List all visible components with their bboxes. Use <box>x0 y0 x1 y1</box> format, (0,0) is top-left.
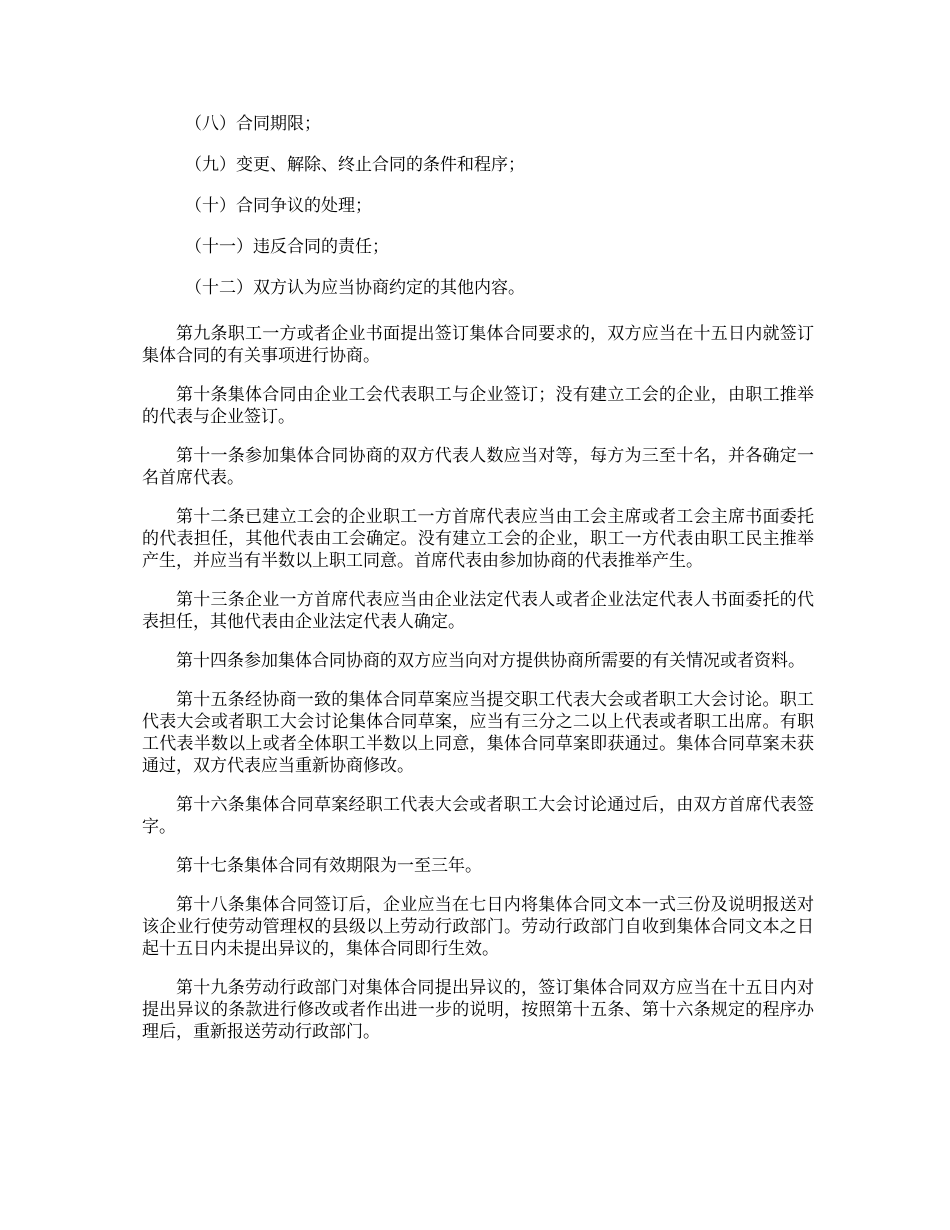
article-paragraph: 第十条集体合同由企业工会代表职工与企业签订；没有建立工会的企业，由职工推举的代表与企业签订。 <box>142 385 814 427</box>
article-paragraph: 第十一条参加集体合同协商的双方代表人数应当对等，每方为三至十名，并各确定一名首席代表。 <box>142 446 814 488</box>
list-item: （九）变更、解除、终止合同的条件和程序； <box>185 155 525 175</box>
article-paragraph: 第十三条企业一方首席代表应当由企业法定代表人或者企业法定代表人书面委托的代表担任，其他代表由企业法定代表人确定。 <box>142 590 814 632</box>
list-item: （十一）违反合同的责任； <box>185 237 389 257</box>
article-paragraph: 第十八条集体合同签订后，企业应当在七日内将集体合同文本一式三份及说明报送对该企业行使劳动管理权的县级以上劳动行政部门。劳动行政部门自收到集体合同文本之日起十五日内未提出异议的，集体合同即行生效。 <box>142 895 814 959</box>
article-paragraph: 第十五条经协商一致的集体合同草案应当提交职工代表大会或者职工大会讨论。职工代表大会或者职工大会讨论集体合同草案，应当有三分之二以上代表或者职工出席。有职工代表半数以上或者全体职工半数以上同意，集体合同草案即获通过。集体合同草案未获通过，双方代表应当重新协商修改。 <box>142 690 814 776</box>
article-paragraph: 第十七条集体合同有效期限为一至三年。 <box>176 856 482 876</box>
list-item: （十二）双方认为应当协商约定的其他内容。 <box>185 278 525 298</box>
article-paragraph: 第十四条参加集体合同协商的双方应当向对方提供协商所需要的有关情况或者资料。 <box>176 651 805 671</box>
list-item: （十）合同争议的处理； <box>185 196 372 216</box>
document-body <box>142 112 814 1060</box>
article-paragraph: 第十二条已建立工会的企业职工一方首席代表应当由工会主席或者工会主席书面委托的代表担任，其他代表由工会确定。没有建立工会的企业，职工一方代表由职工民主推举产生，并应当有半数以上职工同意。首席代表由参加协商的代表推举产生。 <box>142 507 814 571</box>
article-paragraph: 第九条职工一方或者企业书面提出签订集体合同要求的，双方应当在十五日内就签订集体合同的有关事项进行协商。 <box>142 324 814 366</box>
article-paragraph: 第十九条劳动行政部门对集体合同提出异议的，签订集体合同双方应当在十五日内对提出异议的条款进行修改或者作出进一步的说明，按照第十五条、第十六条规定的程序办理后，重新报送劳动行政部门。 <box>142 978 814 1042</box>
article-paragraph: 第十六条集体合同草案经职工代表大会或者职工大会讨论通过后，由双方首席代表签字。 <box>142 795 814 837</box>
list-item: （八）合同期限； <box>185 114 321 134</box>
